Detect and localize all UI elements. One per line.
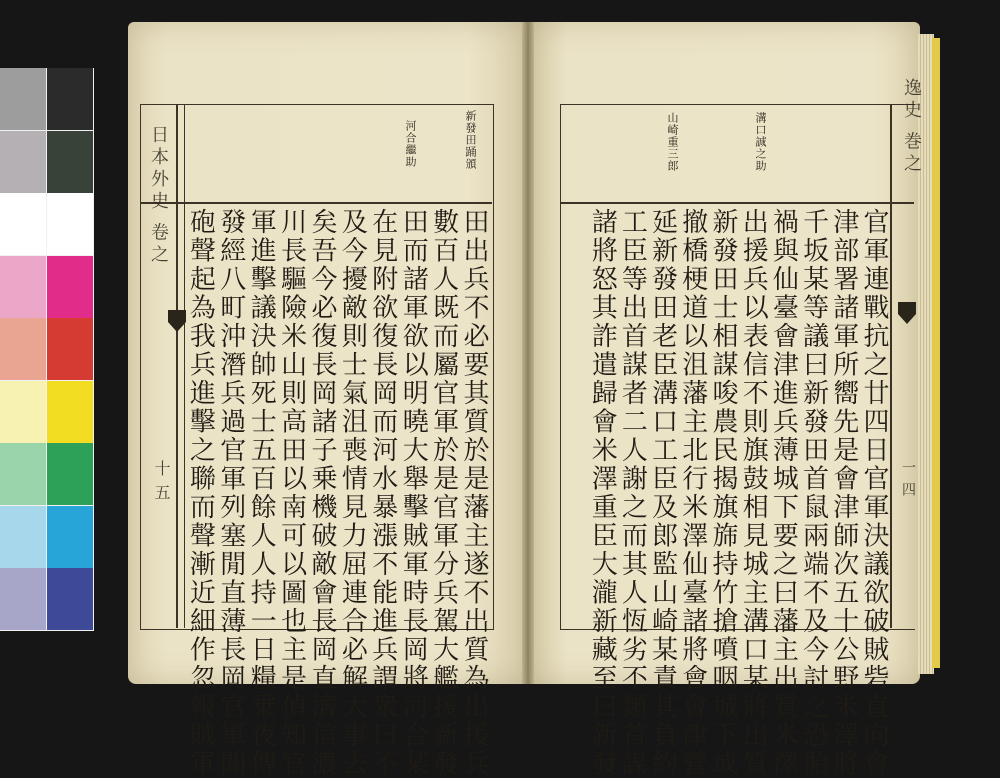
text-column: 延新發田老臣溝口工臣及郎監山崎某責其負約 [647,208,678,778]
text-column: 諸將怒其詐遣歸會米澤重臣大瀧新藏至曰新發 [587,208,618,778]
color-swatch [47,443,93,505]
color-swatch [0,193,46,255]
right-header-note: 溝口誠之助 [754,112,767,172]
text-column: 出援兵以表信不則旗鼓相見城主溝口某將出質 [738,208,769,778]
color-swatch [47,506,93,568]
text-column: 發經八町沖潛兵過官軍列塞閒直薄長岡官軍聞 [215,208,246,778]
right-header-rule [560,202,914,204]
color-swatch [0,68,46,130]
text-column: 數百人既而屬官軍於是官軍分兵駕大艦援新發 [428,208,459,778]
left-header-note: 新發田踊頒 [464,110,477,170]
color-swatch [0,318,46,380]
text-column: 砲聲起為我兵進擊之聯而聲漸近細作忽報賊軍 [185,208,216,778]
text-column: 禍與仙臺會津進兵薄城下要之曰藩主出質米澤 [768,208,799,778]
text-column: 千坂某等議曰新發田首鼠兩端不及今討之恐貽 [798,208,829,778]
left-margin-page-number: 十五 [152,460,171,508]
yellow-cover-edge [932,38,940,668]
text-column: 新發田士相謀唆農民揭旗旆持竹搶噴咽城下或 [708,208,738,778]
left-margin-rule [176,104,178,628]
text-column: 矣吾今必復長岡諸子乗機破敵會長岡直濟信濃 [307,208,337,778]
left-margin-title: 日本外史 卷之 [148,125,169,267]
text-column: 工臣等出首謀者二人謝之而其人恆劣不類首謀 [617,208,648,778]
color-swatch [47,68,93,130]
color-swatch [0,256,46,318]
text-column: 津部署諸軍所嚮先是會津師次五十公野米澤將 [828,208,859,778]
color-swatch [47,318,93,380]
text-column: 在見附欲復長岡而河水暴漲不能進兵謂衆曰不 [367,208,398,778]
book-gutter [522,22,534,684]
left-header-rule [140,202,492,204]
color-swatch [0,506,46,568]
text-column: 田出兵不必要其質於是藩主遂不出質為出援兵 [459,208,489,778]
right-fishtail-mark [896,300,918,326]
color-swatch [47,131,93,193]
text-column: 川長驅險米山則高田以南可以圖也主是偵知官 [276,208,307,778]
right-margin-title: 逸史 巻之 [901,78,922,176]
text-column: 撤橋梗道以沮藩主北行米澤仙臺諸將會會津營 [677,208,708,778]
left-header-note: 河合繼助 [404,120,417,168]
text-column: 軍進擊議決帥死士五百餘人人持一日糧乗夜傳 [246,208,277,778]
right-margin-page-number: 一四 [900,460,916,504]
color-swatch [47,381,93,443]
color-swatch [0,443,46,505]
text-column: 官軍連戰抗之廿四日官軍決議欲破賊砦直向會 [859,208,889,778]
right-margin-rule [890,104,892,628]
text-column: 及今擾敵則士氣沮喪情見力屈連合必解大事去 [337,208,368,778]
right-header-note: 山崎重三郎 [666,112,679,172]
color-swatch [47,568,93,630]
color-calibration-card [0,68,94,631]
color-swatch [47,256,93,318]
color-swatch [47,193,93,255]
text-column: 田而諸軍欲以明曉大舉擊賊軍時長岡將河合某 [398,208,429,778]
color-swatch [0,131,46,193]
color-swatch [0,568,46,630]
color-swatch [0,381,46,443]
